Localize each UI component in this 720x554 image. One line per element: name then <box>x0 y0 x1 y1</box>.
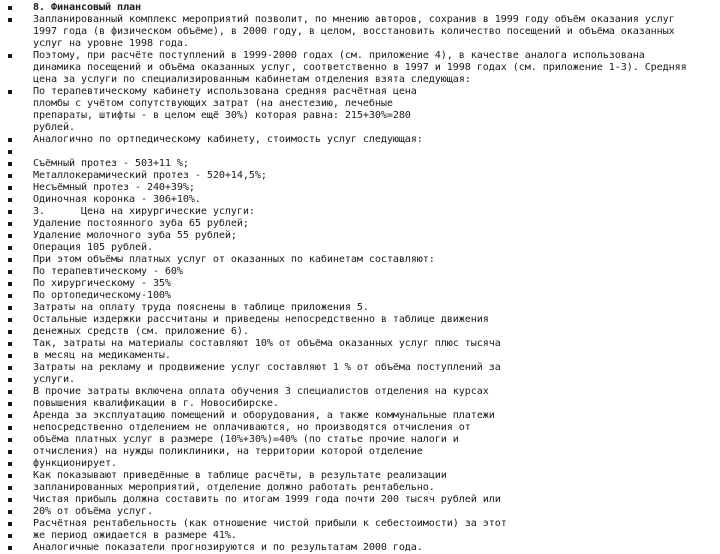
line-text: препараты, штифты - в целом ещё 30%) которая равна: 215+30%=280 <box>33 110 411 121</box>
text-line <box>0 422 720 434</box>
line-text: По терапевтическому кабинету использована средняя расчётная цена <box>33 86 417 97</box>
bullet-icon <box>8 174 12 178</box>
text-line <box>0 194 720 206</box>
bullet-icon <box>8 198 12 202</box>
text-line <box>0 338 720 350</box>
text-line <box>0 14 720 26</box>
bullet-icon <box>8 342 12 346</box>
bullet-icon <box>8 138 12 142</box>
line-text: Так, затраты на материалы составляют 10% от объёма оказанных услуг плюс тысяча <box>33 338 501 349</box>
line-text: Аналогично по ортпедическому кабинету, стоимость услуг следующая: <box>33 134 423 145</box>
text-line <box>0 182 720 194</box>
text-line <box>0 410 720 422</box>
bullet-icon <box>8 18 12 22</box>
text-line <box>0 206 720 218</box>
text-line <box>0 350 720 362</box>
line-text: Аналогичные показатели прогнозируются и по результатам 2000 года. <box>33 542 423 553</box>
text-line <box>0 158 720 170</box>
text-line <box>0 266 720 278</box>
text-line <box>0 134 720 146</box>
text-line <box>0 302 720 314</box>
text-line <box>0 146 720 158</box>
line-text: цена за услуги по специализированным кабинетам отделения взята следующая: <box>33 74 471 85</box>
bullet-icon <box>8 210 12 214</box>
text-line <box>0 458 720 470</box>
text-line <box>0 482 720 494</box>
line-text: же период ожидается в размере 41%. <box>33 530 237 541</box>
bullet-icon <box>8 222 12 226</box>
text-line <box>0 374 720 386</box>
line-text: пломбы с учётом сопутствующих затрат (на анестезию, лечебные <box>33 98 393 109</box>
bullet-icon <box>8 6 12 10</box>
line-text: в месяц на медикаменты. <box>33 350 171 361</box>
bullet-icon <box>8 294 12 298</box>
bullet-icon <box>8 282 12 286</box>
bullet-icon <box>8 366 12 370</box>
text-line <box>0 542 720 554</box>
section-heading: 8. Финансовый план <box>33 2 141 13</box>
line-text: Удаление молочного зуба 55 рублей; <box>33 230 237 241</box>
line-text: Несъёмный протез - 240+39%; <box>33 182 195 193</box>
line-text: рублей. <box>33 122 75 133</box>
line-text: При этом объёмы платных услуг от оказанных по кабинетам составляют: <box>33 254 435 265</box>
text-line <box>0 470 720 482</box>
text-line <box>0 50 720 62</box>
text-line <box>0 98 720 110</box>
bullet-icon <box>8 426 12 430</box>
bullet-icon <box>8 270 12 274</box>
bullet-icon <box>8 246 12 250</box>
bullet-icon <box>8 546 12 550</box>
text-line <box>0 386 720 398</box>
text-line <box>0 278 720 290</box>
line-text: повышения квалификации в г. Новосибирске. <box>33 398 279 409</box>
bullet-icon <box>8 510 12 514</box>
bullet-icon <box>8 474 12 478</box>
bullet-icon <box>8 186 12 190</box>
text-line <box>0 506 720 518</box>
bullet-icon <box>8 258 12 262</box>
line-text: Съёмный протез - 503+11 %; <box>33 158 189 169</box>
bullet-icon <box>8 306 12 310</box>
text-line <box>0 26 720 38</box>
line-text: В прочие затраты включена оплата обучения 3 специалистов отделения на курсах <box>33 386 489 397</box>
text-line <box>0 530 720 542</box>
bullet-icon <box>8 534 12 538</box>
line-text: Поэтому, при расчёте поступлений в 1999-2000 годах (см. приложение 4), в качестве аналога использована <box>33 50 645 61</box>
bullet-icon <box>8 54 12 58</box>
text-line <box>0 398 720 410</box>
line-text: услуги. <box>33 374 75 385</box>
bullet-icon <box>8 414 12 418</box>
line-text: Одиночная коронка - 306+10%. <box>33 194 201 205</box>
text-line <box>0 290 720 302</box>
text-line <box>0 434 720 446</box>
line-text: По хирургическому - 35% <box>33 278 171 289</box>
line-text: динамика посещений и объёма оказанных услуг, соответственно в 1997 и 1998 годах (см. приложение 1-3). Средняя <box>33 62 687 73</box>
bullet-icon <box>8 234 12 238</box>
bullet-icon <box>8 90 12 94</box>
line-text: По терапевтическому - 60% <box>33 266 183 277</box>
line-text: отчисления) на нужды поликлиники, на территории которой отделение <box>33 446 423 457</box>
line-text: Удаление постоянного зуба 65 рублей; <box>33 218 249 229</box>
text-line <box>0 242 720 254</box>
line-text: 1997 года (в физическом объёме), в 2000 году, в целом, восстановить количество посещений и объёма оказанных <box>33 26 675 37</box>
line-text: Остальные издержки рассчитаны и приведены непосредственно в таблице движения <box>33 314 489 325</box>
bullet-icon <box>8 390 12 394</box>
bullet-icon <box>8 378 12 382</box>
text-line <box>0 518 720 530</box>
text-line <box>0 230 720 242</box>
line-text: денежных средств (см. приложение 6). <box>33 326 249 337</box>
bullet-icon <box>8 318 12 322</box>
text-line <box>0 122 720 134</box>
text-line <box>0 362 720 374</box>
line-text: Запланированный комплекс мероприятий позволит, по мнению авторов, сохранив в 1999 году объём оказания услуг <box>33 14 675 25</box>
bullet-icon <box>8 498 12 502</box>
text-line <box>0 326 720 338</box>
bullet-icon <box>8 150 12 154</box>
line-text: Затраты на оплату труда пояснены в таблице приложения 5. <box>33 302 369 313</box>
line-text: Аренда за эксплуатацию помещений и оборудования, а также коммунальные платежи <box>33 410 495 421</box>
text-line <box>0 62 720 74</box>
line-text: непосредственно отделением не оплачиваются, но производятся отчисления от <box>33 422 471 433</box>
line-text: Затраты на рекламу и продвижение услуг составляют 1 % от объёма поступлений за <box>33 362 501 373</box>
text-line <box>0 74 720 86</box>
text-line <box>0 254 720 266</box>
line-text: функционирует. <box>33 458 117 469</box>
bullet-icon <box>8 402 12 406</box>
line-text: Операция 105 рублей. <box>33 242 153 253</box>
line-text: По ортопедическому-100% <box>33 290 171 301</box>
line-text: объёма платных услуг в размере (10%+30%)=40% (по статье прочие налоги и <box>33 434 459 445</box>
line-text: 3. Цена на хирургические услуги: <box>33 206 255 217</box>
line-text: 20% от объёма услуг. <box>33 506 153 517</box>
bullet-icon <box>8 162 12 166</box>
text-line <box>0 494 720 506</box>
bullet-icon <box>8 450 12 454</box>
bullet-icon <box>8 486 12 490</box>
line-text: Как показывают приведённые в таблице расчёты, в результате реализации <box>33 470 447 481</box>
text-line <box>0 314 720 326</box>
text-line <box>0 86 720 98</box>
text-line <box>0 38 720 50</box>
section-heading-line <box>0 2 720 14</box>
line-text: Чистая прибыль должна составить по итогам 1999 года почти 200 тысяч рублей или <box>33 494 501 505</box>
text-line <box>0 218 720 230</box>
bullet-icon <box>8 462 12 466</box>
bullet-icon <box>8 354 12 358</box>
text-line <box>0 446 720 458</box>
bullet-icon <box>8 330 12 334</box>
line-text: Металлокерамический протез - 520+14,5%; <box>33 170 267 181</box>
bullet-icon <box>8 438 12 442</box>
bullet-icon <box>8 522 12 526</box>
line-text: запланированных мероприятий, отделение должно работать рентабельно. <box>33 482 435 493</box>
line-text: услуг на уровне 1998 года. <box>33 38 189 49</box>
text-line <box>0 110 720 122</box>
text-line <box>0 170 720 182</box>
line-text: Расчётная рентабельность (как отношение чистой прибыли к себестоимости) за этот <box>33 518 507 529</box>
